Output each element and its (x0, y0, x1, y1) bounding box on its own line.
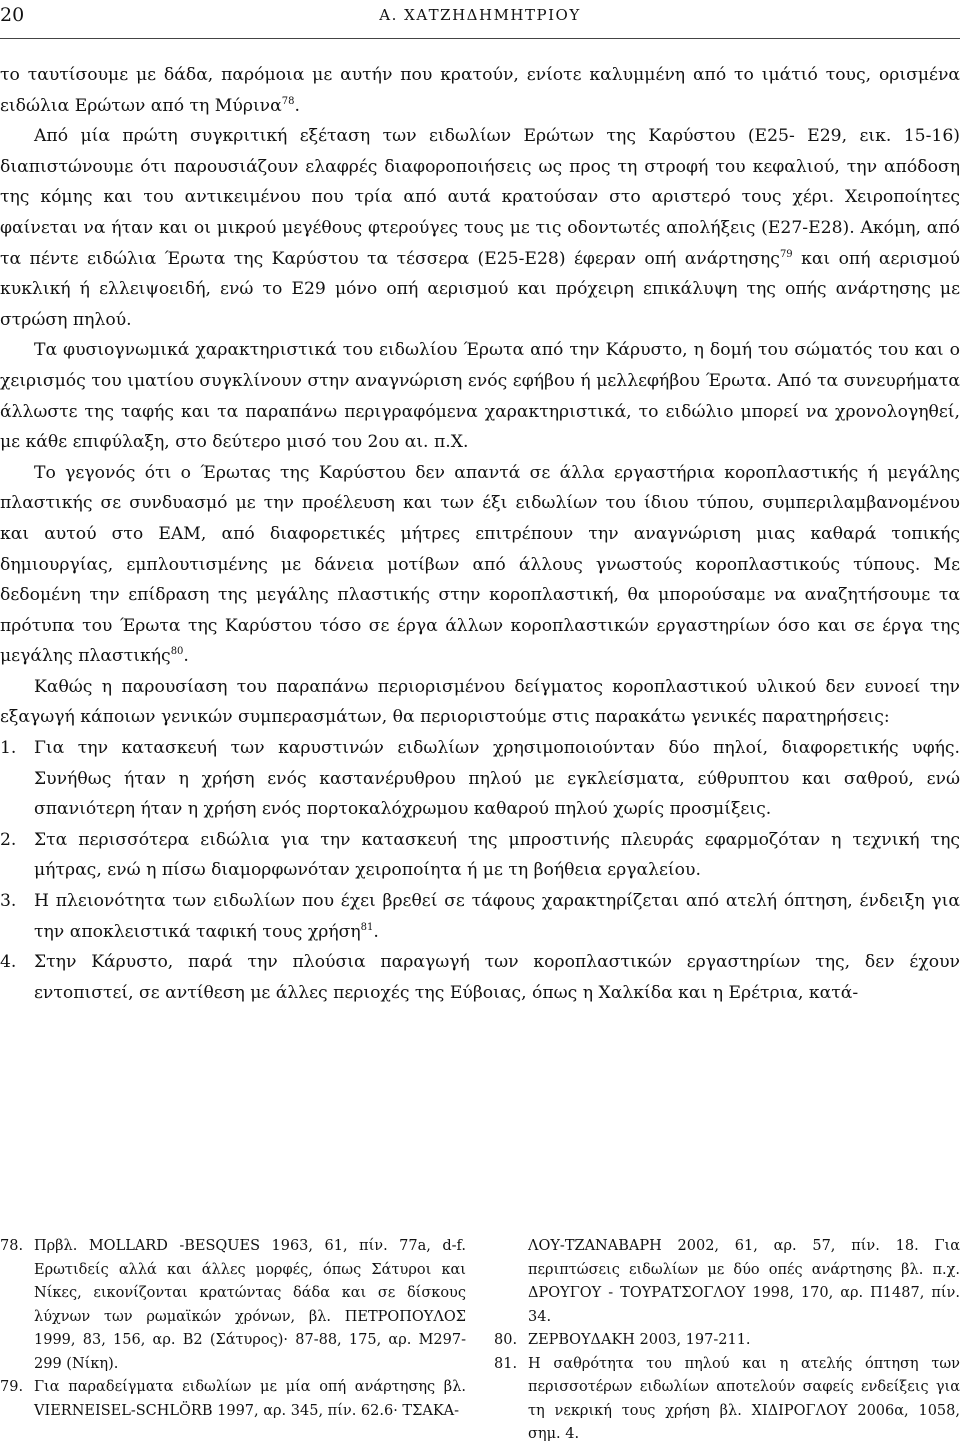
footnote-number: 78. (0, 1238, 24, 1254)
list-item-number: 1. (0, 738, 17, 759)
footnote-79-continued: ΛΟΥ-ΤΖΑΝΑΒΑΡΗ 2002, 61, αρ. 57, πίν. 18. Για περιπτώσεις ειδωλίων με δύο οπές ανάρτησης βλ. π.χ. ΔΡΟΥΓΟΥ - ΤΟΥΡΑΤΣΟΓΛΟΥ 1998, 170, αρ. Π1487, πίν. 34. (528, 1238, 960, 1325)
paragraph-4-text: Το γεγονός ότι ο Έρωτας της Καρύστου δεν απαντά σε άλλα εργαστήρια κοροπλαστικής ή μεγάλης πλαστικής σε συνδυασμό με την προέλευση και των έξι ειδωλίων του ίδιου τύπου, συμπεριλαμβανομένου και αυτού στο ΕΑΜ, από διαφορετικές μήτρες επιτρέπουν την αναγνώριση μιας καθαρά τοπικής δημιουργίας, εμπλουτισμένης με δάνεια μοτίβων από άλλους γνωστούς κοροπλαστικούς τύπους. Με δεδομένη την επίδραση της μεγάλης πλαστικής στην κοροπλαστική, θα μπορούσαμε να αναζητήσουμε τα πρότυπα του Έρωτα της Καρύστου τόσο σε έργα άλλων κοροπλαστικών εργαστηρίων όσο και σε έργα της μεγάλης πλαστικής (0, 462, 960, 667)
footnote-text: Πρβλ. MOLLARD -BESQUES 1963, 61, πίν. 77a, d-f. Ερωτιδείς αλλά και άλλες μορφές, όπως Σάτυροι και Νίκες, εικονίζονται κρατώντας δάδα και σε δίσκους λύχνων των ρωμαϊκών χρόνων, βλ. ΠΕΤΡΟΠΟΥΛΟΣ 1999, 83, 156, αρ. Β2 (Σάτυρος)· 87-88, 175, αρ. Μ297-299 (Νίκη). (34, 1238, 466, 1372)
list-item (0, 733, 960, 825)
paragraph-4-end: . (183, 646, 189, 667)
footnote-ref-78[interactable]: 78 (281, 95, 295, 107)
footnotes-right-column (494, 1235, 960, 1447)
footnote-80 (494, 1329, 960, 1353)
list-item-text: Για την κατασκευή των καρυστινών ειδωλίων χρησιμοποιούνταν δύο πηλοί, διαφορετικής υφής. Συνήθως ήταν η χρήση ενός καστανέρυθρου πηλού με εγκλείσματα, εύθρυπτου και σαθρού, ενώ σπανιότερη ήταν η χρήση ενός πορτοκαλόχρωμου καθαρού πηλού χωρίς προσμίξεις. (34, 738, 960, 820)
footnote-79 (0, 1376, 466, 1423)
paragraph-2 (0, 121, 960, 335)
running-head: Α. ΧΑΤΖΗΔΗΜΗΤΡΙΟΥ (379, 6, 581, 24)
footnote-text: Για παραδείγματα ειδωλίων με μία οπή ανάρτησης βλ. VIERNEISEL-SCHLÖRB 1997, αρ. 345, πίν. 62.6· ΤΣΑΚΑ- (34, 1379, 466, 1419)
list-item (0, 886, 960, 947)
paragraph-5: Καθώς η παρουσίαση του παραπάνω περιορισμένου δείγματος κοροπλαστικού υλικού δεν ευνοεί την εξαγωγή κάποιων γενικών συμπερασμάτων, θα περιοριστούμε στις παρακάτω γενικές παρατηρήσεις: (0, 676, 960, 728)
main-text (0, 60, 960, 1008)
footnote-81 (494, 1353, 960, 1447)
list-item-text: Στα περισσότερα ειδώλια για την κατασκευή της μπροστινής πλευράς εφαρμοζόταν η τεχνική της μήτρας, ενώ η πίσω διαμορφωνόταν χειροποίητα ή με τη βοήθεια εργαλείου. (34, 829, 960, 881)
list-item-end: . (373, 921, 379, 942)
footnote-ref-81[interactable]: 81 (360, 921, 374, 933)
footnote-ref-79[interactable]: 79 (779, 248, 793, 260)
list-item-number: 4. (0, 952, 17, 973)
paragraph-1-text: το ταυτίσουμε με δάδα, παρόμοια με αυτήν που κρατούν, ενίοτε καλυμμένη από το ιμάτιό τους, ορισμένα ειδώλια Ερώτων από τη Μύρινα (0, 65, 960, 116)
header-rule (0, 38, 960, 39)
list-item-text: Η πλειονότητα των ειδωλίων που έχει βρεθεί σε τάφους χαρακτηρίζεται από ατελή όπτηση, ένδειξη για την αποκλειστικά ταφική τους χρήση (34, 891, 960, 942)
list-item-text: Στην Κάρυστο, παρά την πλούσια παραγωγή των κοροπλαστικών εργαστηρίων της, δεν έχουν εντοπιστεί, σε αντίθεση με άλλες περιοχές της Εύβοιας, όπως η Χαλκίδα και η Ερέτρια, κατά- (34, 952, 960, 1003)
footnote-ref-80[interactable]: 80 (170, 646, 184, 658)
footnote-text: Η σαθρότητα του πηλού και η ατελής όπτηση των περισσοτέρων ειδωλίων αποτελούν σαφείς ενδείξεις για τη νεκρική τους χρήση βλ. ΧΙΔΙΡΟΓΛΟΥ 2006α, 1058, σημ. 4. (528, 1355, 960, 1442)
list-item-number: 3. (0, 891, 17, 912)
footnote-number: 81. (494, 1355, 518, 1372)
footnote-number: 80. (494, 1332, 518, 1348)
observations-list (0, 733, 960, 1008)
paragraph-1-end: . (294, 95, 300, 116)
paragraph-2-text-a: Από μία πρώτη συγκριτική εξέταση των ειδωλίων Ερώτων της Καρύστου (Ε25- Ε29, εικ. 15-16) διαπιστώνουμε ότι παρουσιάζουν ελαφρές διαφοροποιήσεις ως προς τη στροφή του κεφαλιού, την απόδοση της κόμης και του αντικειμένου που τρία από αυτά κρατούσαν στο αριστερό τους χέρι. Χειροποίητες φαίνεται να ήταν και οι μικρού μεγέθους φτερούγες τους με τις οδοντωτές απολήξεις (Ε27-Ε28). Ακόμη, από τα πέντε ειδώλια Έρωτα της Καρύστου τα τέσσερα (Ε25-Ε28) έφεραν οπή ανάρτησης (0, 126, 960, 269)
paragraph-1 (0, 60, 960, 121)
paragraph-2-text-b: και οπή αερισμού κυκλική ή ελλειψοειδή, ενώ το Ε29 μόνο οπή αερισμού και πρόχειρη επικάλυψη της οπής ανάρτησης με στρώση πηλού. (0, 248, 960, 330)
footnote-number: 79. (0, 1379, 24, 1395)
paragraph-4 (0, 458, 960, 672)
list-item-number: 2. (0, 829, 17, 850)
paragraph-3: Τα φυσιογνωμικά χαρακτηριστικά του ειδωλίου Έρωτα από την Κάρυστο, η δομή του σώματός του και ο χειρισμός του ιματίου συγκλίνουν στην αναγνώριση ενός εφήβου ή μελλεφήβου Έρωτα. Από τα συνευρήματα άλλωστε της ταφής και τα παραπάνω περιγραφόμενα χαρακτηριστικά, το ειδώλιο μπορεί να χρονολογηθεί, με κάθε επιφύλαξη, στο δεύτερο μισό του 2ου αι. π.Χ. (0, 340, 960, 453)
footnote-text: ΖΕΡΒΟΥΔΑΚΗ 2003, 197-211. (528, 1332, 751, 1348)
page-number: 20 (0, 4, 25, 26)
list-item (0, 947, 960, 1008)
list-item (0, 825, 960, 886)
footnotes-left-column (0, 1235, 466, 1423)
footnote-78 (0, 1235, 466, 1376)
